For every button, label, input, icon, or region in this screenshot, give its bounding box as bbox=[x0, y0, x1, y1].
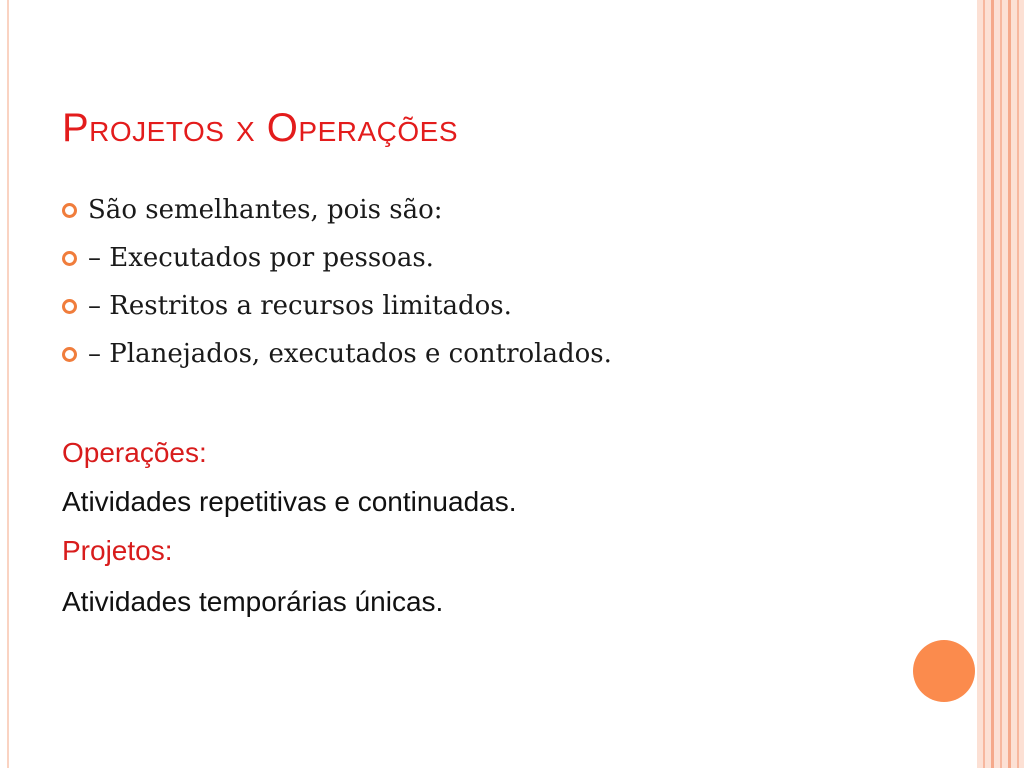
right-stripe-line bbox=[991, 0, 994, 768]
slide-title: Projetos x Operações bbox=[62, 106, 459, 150]
projects-text: Atividades temporárias únicas. bbox=[62, 586, 444, 617]
bullet-text: – Planejados, executados e controlados. bbox=[88, 339, 612, 369]
projects-label: Projetos: bbox=[62, 535, 173, 566]
bullet-item bbox=[62, 282, 612, 330]
bullet-list bbox=[62, 186, 612, 378]
bullet-text: – Executados por pessoas. bbox=[88, 243, 434, 273]
circle-bullet-icon bbox=[62, 347, 77, 362]
bullet-item bbox=[62, 330, 612, 378]
right-stripe-line bbox=[1000, 0, 1002, 768]
bullet-text: São semelhantes, pois são: bbox=[88, 195, 443, 225]
orange-circle-decoration bbox=[913, 640, 975, 702]
right-stripe-line bbox=[1017, 0, 1019, 768]
operations-text: Atividades repetitivas e continuadas. bbox=[62, 486, 517, 517]
circle-bullet-icon bbox=[62, 251, 77, 266]
bullet-text: – Restritos a recursos limitados. bbox=[88, 291, 512, 321]
bullet-item bbox=[62, 186, 612, 234]
right-stripe-line bbox=[983, 0, 985, 768]
left-margin-line bbox=[7, 0, 9, 768]
circle-bullet-icon bbox=[62, 299, 77, 314]
bullet-item bbox=[62, 234, 612, 282]
operations-label: Operações: bbox=[62, 437, 207, 468]
circle-bullet-icon bbox=[62, 203, 77, 218]
right-stripe-line bbox=[1008, 0, 1011, 768]
